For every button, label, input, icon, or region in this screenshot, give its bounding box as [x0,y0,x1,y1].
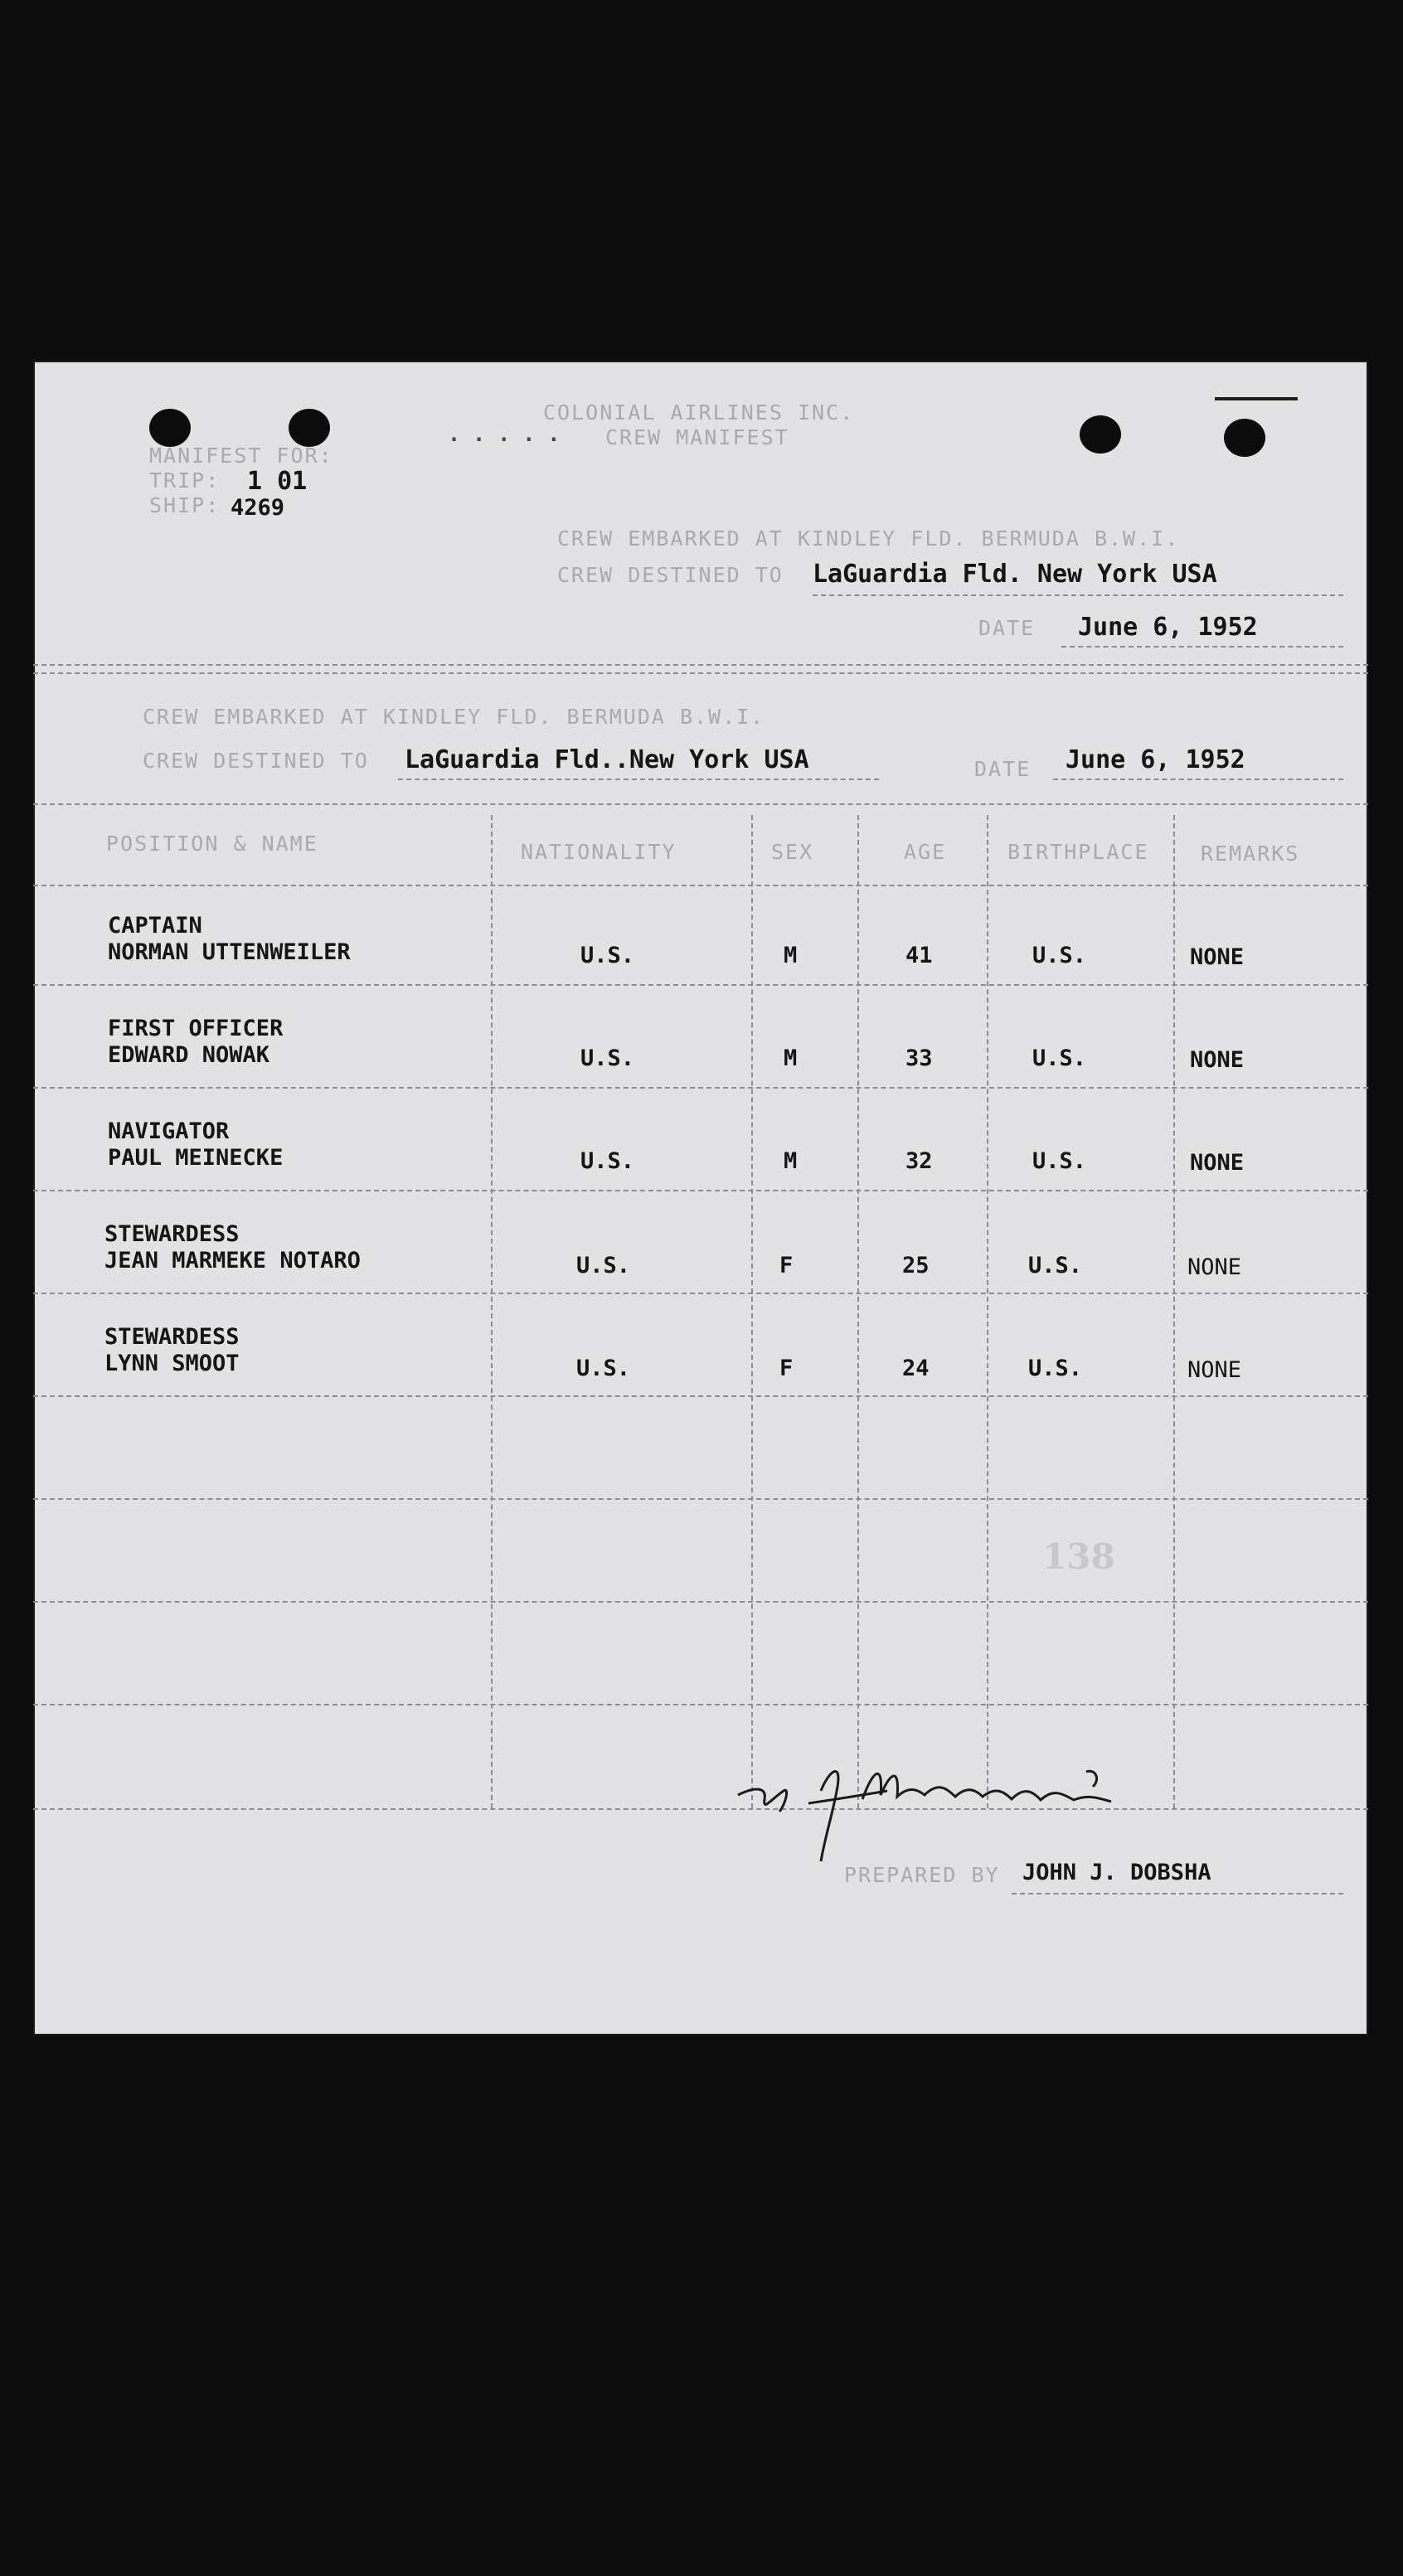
header-sex: SEX [771,840,814,864]
row-4-age: 25 [902,1253,930,1278]
row-4-birthplace: U.S. [1028,1253,1083,1278]
row-4-position: STEWARDESS [104,1221,240,1247]
header-dots: . . . . . [448,422,561,446]
row-5-birthplace: U.S. [1028,1356,1083,1381]
date-value-top: June 6, 1952 [1078,613,1258,642]
header-nationality: NATIONALITY [521,840,677,864]
row-5-remarks: NONE [1187,1357,1242,1383]
date-label: DATE [974,757,1032,781]
row-2-age: 33 [905,1045,933,1071]
row-4-name: JEAN MARMEKE NOTARO [104,1248,361,1273]
prepared-by-label: PREPARED BY [844,1863,1000,1887]
pen-mark [1215,397,1298,400]
row-5-name: LYNN SMOOT [104,1351,240,1376]
row-5-position: STEWARDESS [104,1324,240,1350]
row-1-age: 41 [905,943,933,968]
destination-top: LaGuardia Fld. New York USA [813,560,1217,589]
row-2-sex: M [784,1045,798,1071]
row-5-age: 24 [902,1356,930,1381]
manifest-for-label: MANIFEST FOR: [149,444,333,468]
header-birthplace: BIRTHPLACE [1007,840,1149,864]
row-2-birthplace: U.S. [1032,1045,1087,1071]
header-position-name: POSITION & NAME [106,832,318,856]
row-2-position: FIRST OFFICER [108,1016,284,1041]
date-label-top: DATE [978,616,1036,640]
trip-value: 1 01 [247,467,308,496]
punch-hole [289,409,330,447]
row-4-sex: F [779,1253,794,1278]
ship-label: SHIP: [149,493,221,517]
embarked-label: CREW EMBARKED AT KINDLEY FLD. BERMUDA B.W.I. [143,705,765,729]
row-3-remarks: NONE [1190,1150,1245,1176]
page-stamp-number: 138 [1042,1536,1115,1577]
destination: LaGuardia Fld..New York USA [405,745,809,774]
embarked-label-top: CREW EMBARKED AT KINDLEY FLD. BERMUDA B.W.I. [557,526,1180,551]
signature-image [697,1720,1144,1870]
row-3-birthplace: U.S. [1032,1148,1087,1174]
destined-label-top: CREW DESTINED TO [557,563,784,587]
company-name: COLONIAL AIRLINES INC. [543,400,855,424]
row-1-position: CAPTAIN [108,913,202,939]
header-age: AGE [904,840,947,864]
ship-value: 4269 [231,495,285,521]
row-3-name: PAUL MEINECKE [108,1145,284,1171]
row-3-sex: M [784,1148,798,1174]
row-1-nationality: U.S. [580,943,635,968]
row-3-nationality: U.S. [580,1148,635,1174]
header-remarks: REMARKS [1201,842,1300,866]
row-2-nationality: U.S. [580,1045,635,1071]
prepared-by-name: JOHN J. DOBSHA [1022,1860,1211,1885]
row-1-sex: M [784,943,798,968]
destined-label: CREW DESTINED TO [143,749,369,773]
row-5-nationality: U.S. [576,1356,631,1381]
punch-hole [149,409,191,447]
row-3-position: NAVIGATOR [108,1118,230,1144]
punch-hole [1224,419,1265,457]
date-value: June 6, 1952 [1066,745,1245,774]
punch-hole [1080,415,1121,454]
manifest-sheet [33,361,1368,2035]
row-4-nationality: U.S. [576,1253,631,1278]
trip-label: TRIP: [149,468,221,492]
row-1-name: NORMAN UTTENWEILER [108,939,351,965]
row-2-name: EDWARD NOWAK [108,1042,270,1068]
row-1-birthplace: U.S. [1032,943,1087,968]
form-title: CREW MANIFEST [605,425,789,449]
row-5-sex: F [779,1356,794,1381]
row-2-remarks: NONE [1190,1047,1245,1073]
row-4-remarks: NONE [1187,1254,1242,1280]
row-3-age: 32 [905,1148,933,1174]
row-1-remarks: NONE [1190,944,1245,970]
